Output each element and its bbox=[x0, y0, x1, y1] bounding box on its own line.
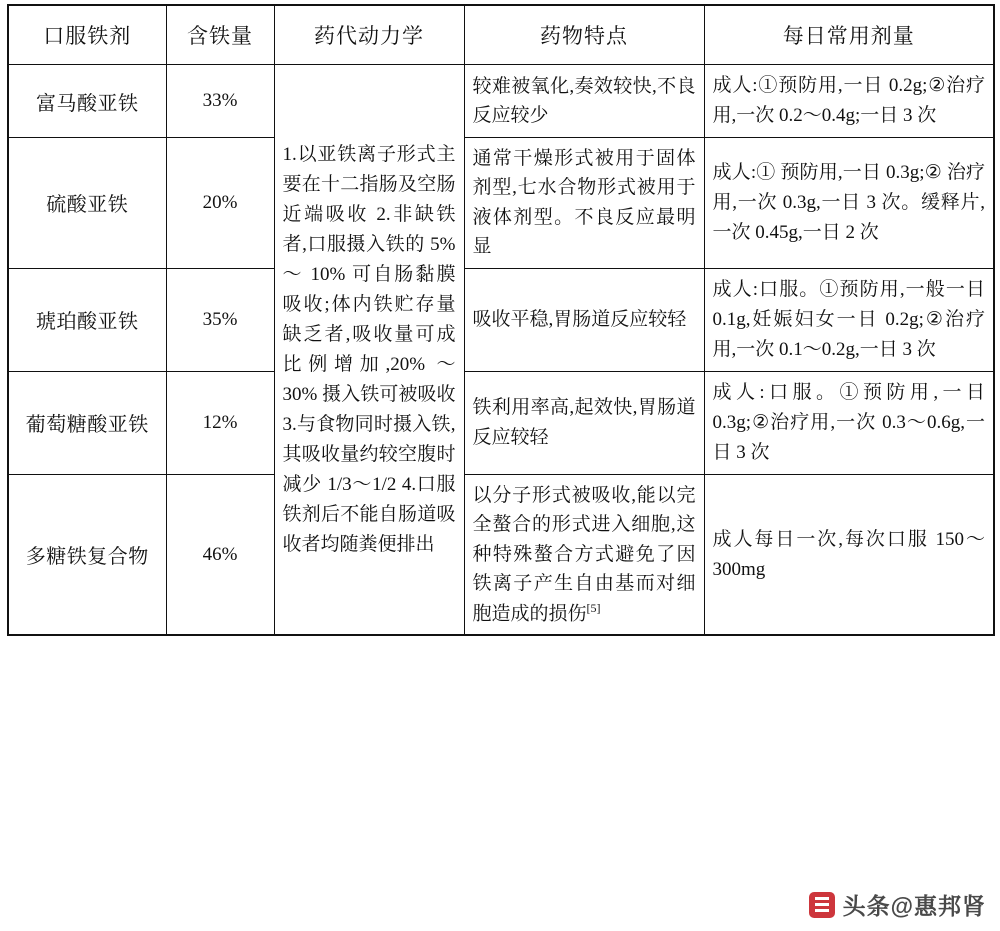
header-cell-iron-content: 含铁量 bbox=[166, 5, 274, 65]
table-row bbox=[8, 65, 994, 138]
cell-drug-features-text: 以分子形式被吸收,能以完全螯合的形式进入细胞,这种特殊螯合方式避免了因铁离子产生自由基而对细胞造成的损伤 bbox=[472, 484, 696, 624]
cell-drug-features: 较难被氧化,奏效较快,不良反应较少 bbox=[464, 65, 704, 138]
cell-iron-content: 20% bbox=[166, 138, 274, 269]
header-cell-pharmacokinetics: 药代动力学 bbox=[274, 5, 464, 65]
cell-drug-name: 多糖铁复合物 bbox=[8, 474, 166, 635]
cell-daily-dose: 成人:口服。①预防用,一日 0.3g;②治疗用,一次 0.3～0.6g,一日 3 次 bbox=[704, 371, 994, 474]
watermark bbox=[809, 888, 986, 921]
cell-drug-name: 琥珀酸亚铁 bbox=[8, 268, 166, 371]
cell-daily-dose: 成人:① 预防用,一日 0.3g;② 治疗用,一次 0.3g,一日 3 次。缓释片,一次 0.45g,一日 2 次 bbox=[704, 138, 994, 269]
cell-drug-features: 铁利用率高,起效快,胃肠道反应较轻 bbox=[464, 371, 704, 474]
citation-reference: [5] bbox=[586, 600, 601, 615]
cell-iron-content: 12% bbox=[166, 371, 274, 474]
cell-iron-content: 35% bbox=[166, 268, 274, 371]
header-cell-drug-features: 药物特点 bbox=[464, 5, 704, 65]
cell-iron-content: 33% bbox=[166, 65, 274, 138]
table-header-row bbox=[8, 5, 994, 65]
cell-daily-dose: 成人:口服。①预防用,一般一日 0.1g,妊娠妇女一日 0.2g;②治疗用,一次 0.1～0.2g,一日 3 次 bbox=[704, 268, 994, 371]
cell-drug-features: 吸收平稳,胃肠道反应较轻 bbox=[464, 268, 704, 371]
table-header bbox=[8, 5, 994, 65]
cell-drug-features bbox=[464, 474, 704, 635]
cell-drug-name: 富马酸亚铁 bbox=[8, 65, 166, 138]
cell-drug-features: 通常干燥形式被用于固体剂型,七水合物形式被用于液体剂型。不良反应最明显 bbox=[464, 138, 704, 269]
toutiao-logo-icon bbox=[809, 892, 835, 918]
cell-drug-name: 葡萄糖酸亚铁 bbox=[8, 371, 166, 474]
cell-iron-content: 46% bbox=[166, 474, 274, 635]
table-row bbox=[8, 474, 994, 635]
watermark-label: 头条@惠邦肾 bbox=[842, 893, 986, 919]
table-row bbox=[8, 371, 994, 474]
cell-drug-name: 硫酸亚铁 bbox=[8, 138, 166, 269]
cell-daily-dose: 成人:①预防用,一日 0.2g;②治疗用,一次 0.2～0.4g;一日 3 次 bbox=[704, 65, 994, 138]
oral-iron-preparations-table bbox=[7, 4, 995, 636]
table-row bbox=[8, 268, 994, 371]
document-page bbox=[0, 4, 1000, 931]
table-body bbox=[8, 65, 994, 636]
cell-pharmacokinetics-merged: 1.以亚铁离子形式主要在十二指肠及空肠近端吸收 2.非缺铁者,口服摄入铁的 5% ～ 10% 可自肠黏膜吸收;体内铁贮存量缺乏者,吸收量可成比例增加,20% ～ 30% 摄入铁可被吸收 3.与食物同时摄入铁,其吸收量约较空腹时减少 1/3～1/2 4.口服铁剂后不能自肠道吸收者均随粪便排出 bbox=[274, 65, 464, 636]
header-cell-daily-dose: 每日常用剂量 bbox=[704, 5, 994, 65]
cell-daily-dose: 成人每日一次,每次口服 150～300mg bbox=[704, 474, 994, 635]
table-row bbox=[8, 138, 994, 269]
header-cell-name: 口服铁剂 bbox=[8, 5, 166, 65]
